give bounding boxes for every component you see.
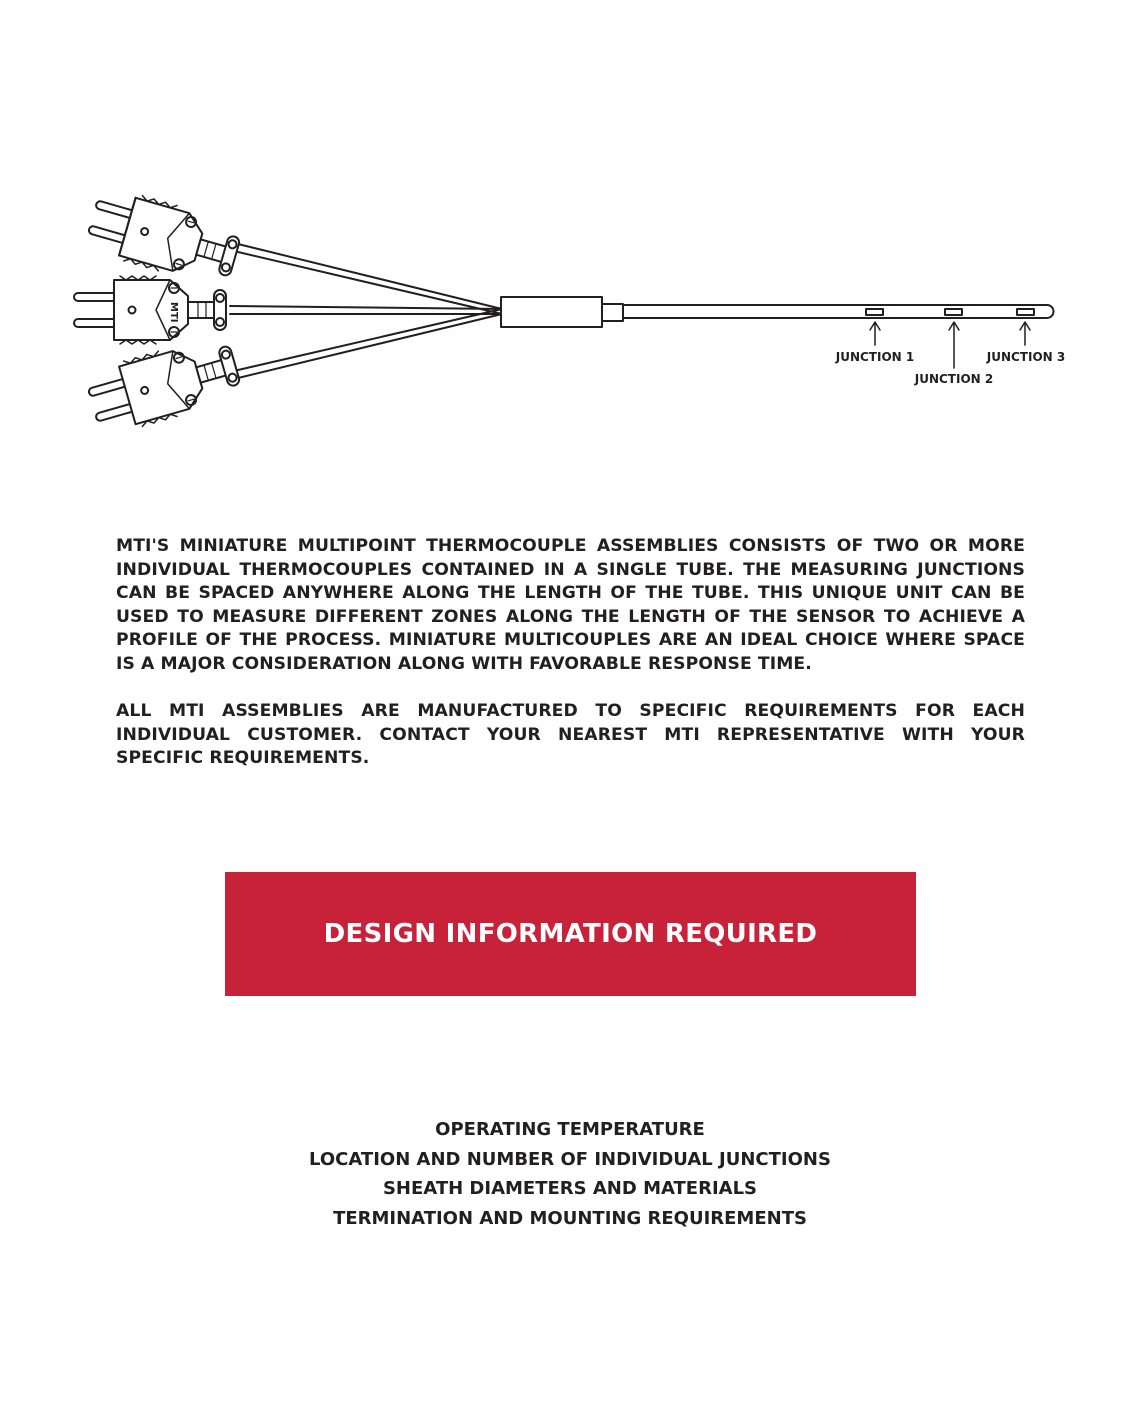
junction-2-label: JUNCTION 2 xyxy=(914,372,994,386)
junction-3-marker xyxy=(1017,309,1034,315)
list-item: SHEATH DIAMETERS AND MATERIALS xyxy=(382,1178,758,1199)
middle-connector-plug xyxy=(74,276,226,344)
description-paragraph-2: ALL MTI ASSEMBLIES ARE MANUFACTURED TO SPECIFIC REQUIREMENTS FOR EACH INDIVIDUAL CUSTOMER. CONTACT YOUR NEAREST MTI REPRESENTATIVE WITH YOUR SPECIFIC REQUIREMENTS. xyxy=(116,701,1025,768)
thermocouple-assembly-diagram xyxy=(0,180,1140,440)
banner-title: DESIGN INFORMATION REQUIRED xyxy=(323,919,818,949)
list-item: LOCATION AND NUMBER OF INDIVIDUAL JUNCTIONS xyxy=(309,1148,831,1170)
junction-3-label: JUNCTION 3 xyxy=(986,350,1066,364)
lead-wires xyxy=(230,244,502,378)
plug-brand-label: MTI xyxy=(168,302,179,323)
list-item: OPERATING TEMPERATURE xyxy=(435,1119,705,1140)
junction-2-marker xyxy=(945,309,962,315)
list-item: TERMINATION AND MOUNTING REQUIREMENTS xyxy=(333,1207,807,1229)
design-info-banner xyxy=(225,872,916,996)
transition-fitting xyxy=(501,297,602,327)
sheath-tube xyxy=(623,305,1054,318)
junction-1-label: JUNCTION 1 xyxy=(835,350,915,364)
requirements-list xyxy=(0,1115,1140,1233)
bottom-connector-plug xyxy=(83,332,244,438)
junction-1-marker xyxy=(866,309,883,315)
description-paragraph-1: MTI'S MINIATURE MULTIPOINT THERMOCOUPLE ASSEMBLIES CONSISTS OF TWO OR MORE INDIVIDUAL THERMOCOUPLES CONTAINED IN A SINGLE TUBE. THE MEASURING JUNCTIONS CAN BE SPACED ANYWHERE ALONG THE LENGTH OF THE TUBE. THIS UNIQUE UNIT CAN BE USED TO MEASURE DIFFERENT ZONES ALONG THE LENGTH OF THE SENSOR TO ACHIEVE A PROFILE OF THE PROCESS. MINIATURE MULTICOUPLES ARE AN IDEAL CHOICE WHERE SPACE IS A MAJOR CONSIDERATION ALONG WITH FAVORABLE RESPONSE TIME. xyxy=(116,536,1025,674)
top-connector-plug xyxy=(83,184,244,290)
sheath-collar xyxy=(602,304,623,321)
